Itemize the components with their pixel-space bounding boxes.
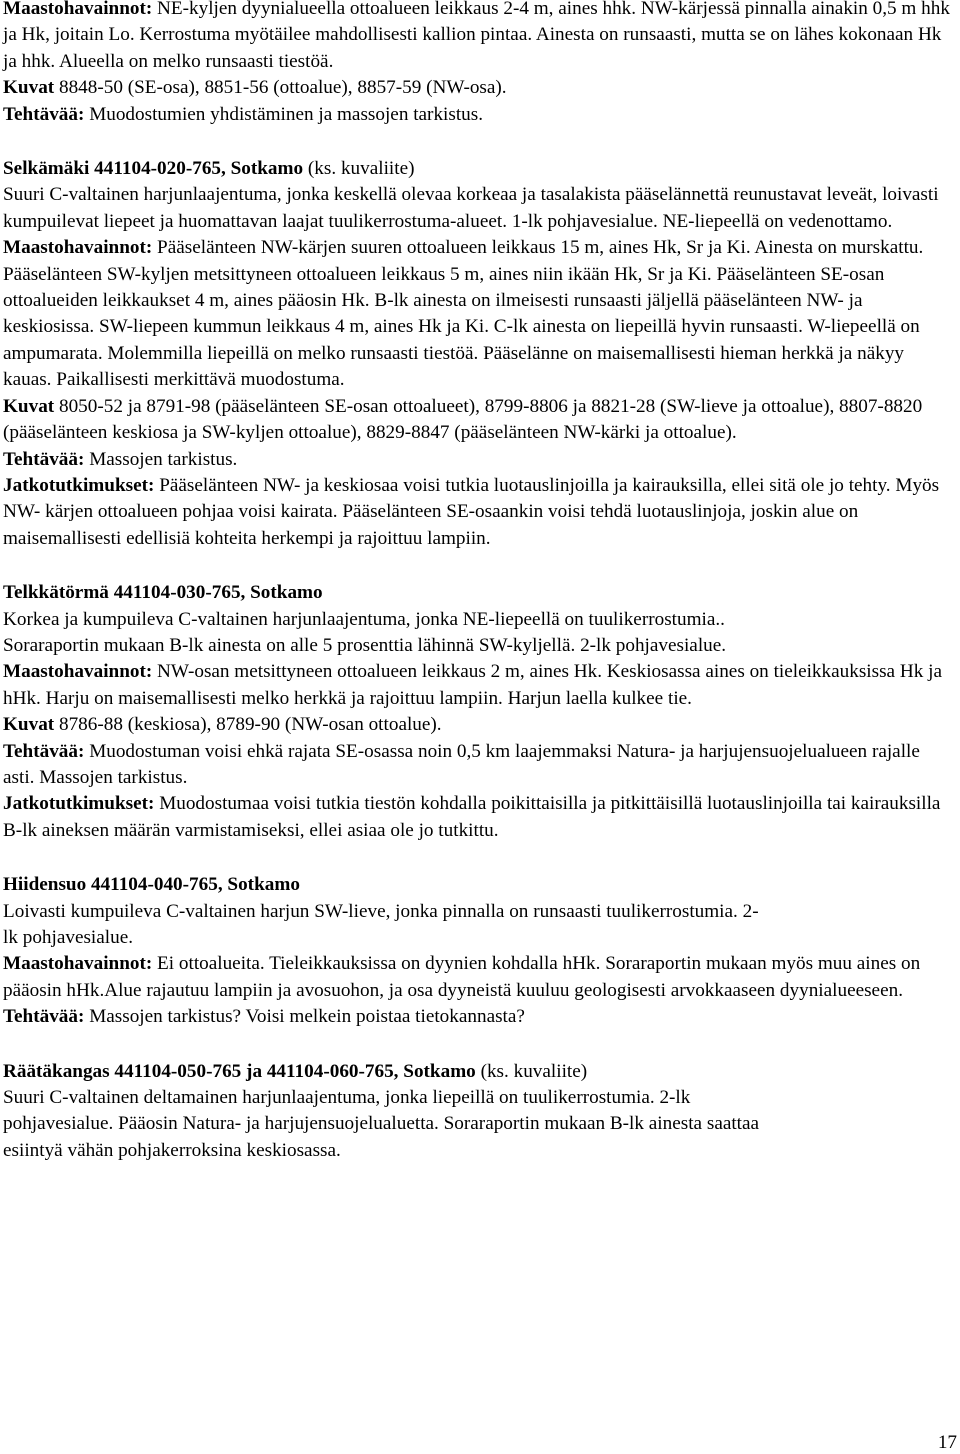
- photos-text: 8050-52 ja 8791-98 (pääselänteen SE-osan ottoalueet), 8799-8806 ja 8821-28 (SW-lieve ja ottoalue), 8807-8820 (pääselänteen keskiosa ja SW-kyljen ottoalue), 8829-8847 (pääselänteen NW-kärki ja ottoalue).: [3, 395, 923, 444]
- tasks-text: Muodostumien yhdistäminen ja massojen tarkistus.: [84, 103, 484, 125]
- section-title: Hiidensuo 441104-040-765, Sotkamo: [3, 874, 300, 896]
- tasks-text: Massojen tarkistus.: [84, 448, 238, 470]
- section-description: Suuri C-valtainen deltamainen harjunlaajentuma, jonka liepeillä on tuulikerrostumia. 2-lk pohjavesialue. Pääosin Natura- ja harjujensuojelualuetta. Soraraportin mukaan B-lk ainesta saattaa esiintyä vähän pohjakerroksina keskiosassa.: [3, 1087, 760, 1161]
- document-page: [3, 0, 955, 1192]
- photos: [3, 75, 955, 101]
- field-observations-label: Maastohavainnot:: [3, 237, 153, 259]
- photos: [3, 394, 955, 447]
- further-research-label: Jatkotutkimukset:: [3, 793, 155, 815]
- field-observations: [3, 0, 955, 75]
- section-title-suffix: (ks. kuvaliite): [303, 158, 415, 180]
- further-research: [3, 791, 955, 844]
- field-observations: [3, 235, 955, 393]
- field-observations-text: NE-kyljen dyynialueella ottoalueen leikkaus 2-4 m, aines hhk. NW-kärjessä pinnalla ainakin 0,5 m hhk ja Hk, joitain Lo. Kerrostuma myötäilee mahdollisesti kallion pintaa. Ainesta on runsaasti, mutta se on lähes kokonaan Hk ja hhk. Alueella on melko runsaasti tiestöä.: [3, 0, 950, 72]
- section-title-suffix: (ks. kuvaliite): [475, 1060, 588, 1082]
- field-observations-text: NW-osan metsittyneen ottoalueen leikkaus 2 m, aines Hk. Keskiosassa aines on tieleikkauksissa Hk ja hHk. Harju on maisemallisesti melko herkkä ja rajoittuu lampiin. Harjun laella kulkee tie.: [3, 661, 942, 709]
- section-selkamaki: [3, 156, 955, 552]
- tasks-label: Tehtävää:: [3, 103, 85, 125]
- section-continued: [3, 0, 955, 128]
- field-observations: [3, 951, 955, 1004]
- section-description: Suuri C-valtainen harjunlaajentuma, jonka keskellä olevaa korkeaa ja tasalakista pääselännettä reunustavat leveät, loivasti kumpuilevat liepeet ja huomattavan laajat tuulikerrostuma-alueet. 1-lk pohjavesialue. NE-liepeellä on vedenottamo.: [3, 184, 939, 232]
- tasks-label: Tehtävää:: [3, 448, 85, 470]
- section-heading: [3, 1059, 955, 1085]
- section-title: Telkkätörmä 441104-030-765, Sotkamo: [3, 582, 323, 604]
- photos-text: 8848-50 (SE-osa), 8851-56 (ottoalue), 8857-59 (NW-osa).: [54, 77, 507, 99]
- section-heading: [3, 156, 955, 182]
- photos-text: 8786-88 (keskiosa), 8789-90 (NW-osan ottoalue).: [54, 714, 442, 736]
- further-research-text: Pääselänteen NW- ja keskiosaa voisi tutkia luotauslinjoilla ja kairauksilla, ellei sitä ole jo tehty. Myös NW- kärjen ottoalueen pohjaa voisi kairata. Pääselänteen SE-osaankin voisi tehdä luotauslinjoja, joskin alue on maisemallisesti edellisiä kohteita herkempi ja rajoittuu lampiin.: [3, 474, 940, 549]
- photos-label: Kuvat: [3, 714, 55, 736]
- field-observations-text: Ei ottoalueita. Tieleikkauksissa on dyynien kohdalla hHk. Soraraportin mukaan myös muu aines on pääosin hHk.Alue rajautuu lampiin ja avosuohon, ja osa dyyneistä kuuluu geologisesti arvokkaaseen dyynialueeseen.: [3, 953, 921, 1001]
- further-research-text: Muodostumaa voisi tutkia tiestön kohdalla poikittaisilla ja pitkittäisillä luotauslinjoilla tai kairauksilla B-lk aineksen määrän varmistamiseksi, ellei asiaa ole jo tutkittu.: [3, 793, 941, 841]
- page-number: 17: [937, 1432, 957, 1453]
- tasks-text: Massojen tarkistus? Voisi melkein poistaa tietokannasta?: [84, 1006, 525, 1028]
- field-observations-text: Pääselänteen NW-kärjen suuren ottoalueen leikkaus 15 m, aines Hk, Sr ja Ki. Ainesta on murskattu. Pääselänteen SW-kyljen metsittyneen ottoalueen leikkaus 5 m, aines niin ikään Hk, Sr ja Ki. Pääselänteen SE-osan ottoalueiden leikkaukset 4 m, aines pääosin Hk. B-lk ainesta on ilmeisesti runsaasti jäljellä pääselänteen NW- ja keskiosissa. SW-liepeen kummun leikkaus 4 m, aines Hk ja Ki. C-lk ainesta on liepeillä hyvin runsaasti. W-liepeellä on ampumarata. Molemmilla liepeillä on melko runsaasti tiestöä. Pääselänne on maisemallisesti hieman herkkä ja näkyy kauas. Paikallisesti merkittävä muodostuma.: [3, 237, 924, 391]
- section-raatakangas: [3, 1059, 955, 1165]
- field-observations-label: Maastohavainnot:: [3, 661, 153, 683]
- section-telkkatorma: [3, 580, 955, 844]
- section-description: Loivasti kumpuileva C-valtainen harjun SW-lieve, jonka pinnalla on runsaasti tuulikerrostumia. 2- lk pohjavesialue.: [3, 900, 759, 948]
- section-description-line: Korkea ja kumpuileva C-valtainen harjunlaajentuma, jonka NE-liepeellä on tuulikerrostumia..: [3, 608, 725, 630]
- section-heading: [3, 872, 955, 898]
- tasks: [3, 739, 955, 792]
- section-hiidensuo: [3, 872, 955, 1030]
- section-title: Räätäkangas 441104-050-765 ja 441104-060-765, Sotkamo: [3, 1060, 476, 1082]
- further-research-label: Jatkotutkimukset:: [3, 474, 155, 496]
- field-observations-label: Maastohavainnot:: [3, 953, 153, 975]
- section-description-line: Soraraportin mukaan B-lk ainesta on alle 5 prosenttia lähinnä SW-kyljellä. 2-lk pohjavesialue.: [3, 634, 727, 656]
- tasks-label: Tehtävää:: [3, 1006, 85, 1028]
- tasks: [3, 102, 955, 128]
- tasks-label: Tehtävää:: [3, 740, 85, 762]
- tasks-text: Muodostuman voisi ehkä rajata SE-osassa noin 0,5 km laajemmaksi Natura- ja harjujensuojelualueen rajalle asti. Massojen tarkistus.: [3, 740, 920, 788]
- section-heading: [3, 580, 955, 606]
- photos-label: Kuvat: [3, 395, 55, 417]
- photos-label: Kuvat: [3, 77, 55, 99]
- field-observations: [3, 659, 955, 712]
- tasks: [3, 1004, 955, 1030]
- photos: [3, 712, 955, 738]
- tasks: [3, 447, 955, 473]
- further-research: [3, 473, 955, 552]
- field-observations-label: Maastohavainnot:: [3, 0, 153, 19]
- section-title: Selkämäki 441104-020-765, Sotkamo: [3, 158, 304, 180]
